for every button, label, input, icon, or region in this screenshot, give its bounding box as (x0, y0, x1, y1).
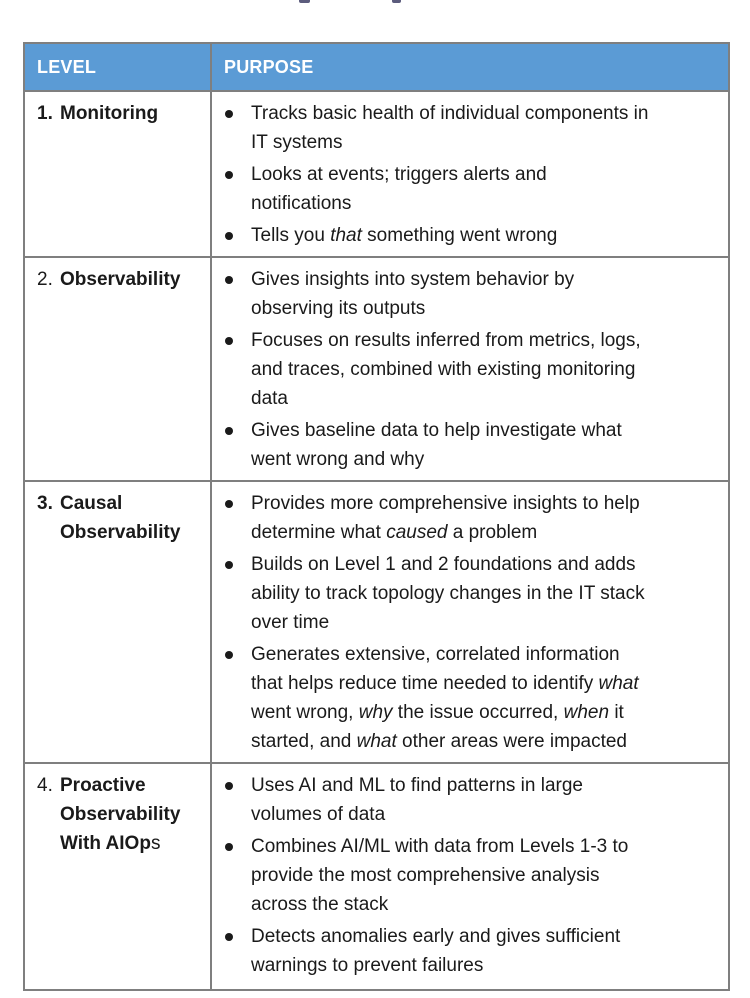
text-segment: what (356, 731, 397, 752)
bullet-line (251, 416, 722, 445)
text-segment: what (598, 673, 639, 694)
bullet-icon (224, 416, 251, 435)
text-segment: provide the most comprehensive analysis (251, 865, 600, 886)
bullet-item (224, 221, 722, 250)
bullet-item (224, 416, 722, 474)
text-segment: it (609, 702, 624, 723)
bullet-line (251, 221, 722, 250)
bullet-line (251, 771, 722, 800)
text-segment: over time (251, 612, 330, 633)
bullet-icon (224, 160, 251, 179)
text-segment: determine what (251, 522, 387, 543)
text-segment: IT systems (251, 132, 343, 153)
table-row (24, 91, 729, 257)
level-cell (24, 763, 211, 990)
bullet-line (251, 800, 722, 829)
bullet-item (224, 832, 722, 919)
level-label (37, 99, 206, 128)
text-segment: Builds on Level 1 and 2 foundations and adds (251, 554, 636, 575)
observability-levels-table (23, 42, 730, 991)
bullet-line (251, 99, 722, 128)
text-segment: went wrong and why (251, 449, 425, 470)
bullet-line (251, 355, 722, 384)
bullet-line (251, 294, 722, 323)
text-segment: Tracks basic health of individual components in (251, 103, 649, 124)
bullet-line (251, 669, 722, 698)
text-segment: notifications (251, 193, 352, 214)
level-name-line (60, 771, 206, 800)
bullet-line (251, 384, 722, 413)
text-segment: Combines AI/ML with data from Levels 1-3 to (251, 836, 629, 857)
text-segment: Gives baseline data to help investigate what (251, 420, 622, 441)
text-segment: Monitoring (60, 103, 159, 124)
text-segment: that (330, 225, 362, 246)
bullet-item (224, 640, 722, 756)
purpose-cell (211, 257, 729, 481)
text-segment: Observability (60, 269, 181, 290)
bullet-icon (224, 221, 251, 240)
purpose-column-header: PURPOSE (211, 43, 729, 91)
text-segment: why (358, 702, 393, 723)
text-segment: and traces, combined with existing monitoring (251, 359, 636, 380)
text-segment: the issue occurred, (392, 702, 564, 723)
bullet-line (251, 832, 722, 861)
text-segment: Provides more comprehensive insights to help (251, 493, 640, 514)
cropped-text-artifact (392, 0, 401, 3)
bullet-line (251, 518, 722, 547)
level-number: 3. (37, 493, 53, 514)
bullet-icon (224, 640, 251, 659)
text-segment: s (150, 833, 161, 854)
level-number: 4. (37, 775, 53, 796)
text-segment: across the stack (251, 894, 389, 915)
bullet-item (224, 489, 722, 547)
text-segment: went wrong, (251, 702, 359, 723)
bullet-line (251, 265, 722, 294)
bullet-icon (224, 771, 251, 790)
level-name-line (60, 489, 206, 518)
purpose-cell (211, 763, 729, 990)
bullet-line (251, 861, 722, 890)
text-segment: Uses AI and ML to find patterns in large (251, 775, 583, 796)
level-cell (24, 481, 211, 763)
bullet-icon (224, 99, 251, 118)
level-cell (24, 91, 211, 257)
text-segment: observing its outputs (251, 298, 426, 319)
text-segment: Observability (60, 522, 181, 543)
level-number: 1. (37, 103, 53, 124)
level-name-line (60, 800, 206, 829)
text-segment: Causal (60, 493, 123, 514)
bullet-line (251, 698, 722, 727)
bullet-line (251, 640, 722, 669)
bullet-item (224, 265, 722, 323)
header-row (24, 43, 729, 91)
bullet-line (251, 579, 722, 608)
bullet-icon (224, 550, 251, 569)
text-segment: something went wrong (361, 225, 558, 246)
level-name-line (60, 518, 206, 547)
bullet-line (251, 951, 722, 980)
level-column-header: LEVEL (24, 43, 211, 91)
bullet-icon (224, 265, 251, 284)
bullet-line (251, 608, 722, 637)
table-row (24, 257, 729, 481)
text-segment: Focuses on results inferred from metrics, logs, (251, 330, 641, 351)
bullet-line (251, 922, 722, 951)
bullet-line (251, 489, 722, 518)
bullet-icon (224, 489, 251, 508)
bullet-line (251, 326, 722, 355)
text-segment: when (563, 702, 610, 723)
bullet-line (251, 727, 722, 756)
bullet-line (251, 550, 722, 579)
bullet-line (251, 445, 722, 474)
text-segment: Gives insights into system behavior by (251, 269, 575, 290)
bullet-line (251, 160, 722, 189)
bullet-line (251, 890, 722, 919)
level-number: 2. (37, 269, 53, 290)
level-cell (24, 257, 211, 481)
level-label (37, 771, 206, 858)
level-label (37, 265, 206, 294)
text-segment: ability to track topology changes in the IT stack (251, 583, 645, 604)
bullet-item (224, 160, 722, 218)
text-segment: volumes of data (251, 804, 386, 825)
bullet-icon (224, 922, 251, 941)
text-segment: that helps reduce time needed to identify (251, 673, 599, 694)
text-segment: Looks at events; triggers alerts and (251, 164, 547, 185)
text-segment: With AIOp (60, 833, 151, 854)
bullet-item (224, 99, 722, 157)
bullet-item (224, 771, 722, 829)
text-segment: started, and (251, 731, 357, 752)
level-name-line (60, 99, 206, 128)
purpose-cell (211, 481, 729, 763)
bullet-line (251, 189, 722, 218)
cropped-text-artifact (299, 0, 310, 3)
level-label (37, 489, 206, 547)
bullet-item (224, 550, 722, 637)
text-segment: Tells you (251, 225, 331, 246)
purpose-cell (211, 91, 729, 257)
bullet-item (224, 922, 722, 980)
bullet-icon (224, 326, 251, 345)
bullet-line (251, 128, 722, 157)
text-segment: other areas were impacted (396, 731, 627, 752)
bullet-item (224, 326, 722, 413)
text-segment: data (251, 388, 288, 409)
text-segment: Observability (60, 804, 181, 825)
table-row (24, 481, 729, 763)
text-segment: warnings to prevent failures (251, 955, 484, 976)
text-segment: a problem (447, 522, 538, 543)
table-row (24, 763, 729, 990)
level-name-line (60, 829, 206, 858)
text-segment: Proactive (60, 775, 146, 796)
text-segment: Detects anomalies early and gives sufficient (251, 926, 621, 947)
text-segment: Generates extensive, correlated information (251, 644, 620, 665)
level-name-line (60, 265, 206, 294)
text-segment: caused (386, 522, 448, 543)
bullet-icon (224, 832, 251, 851)
